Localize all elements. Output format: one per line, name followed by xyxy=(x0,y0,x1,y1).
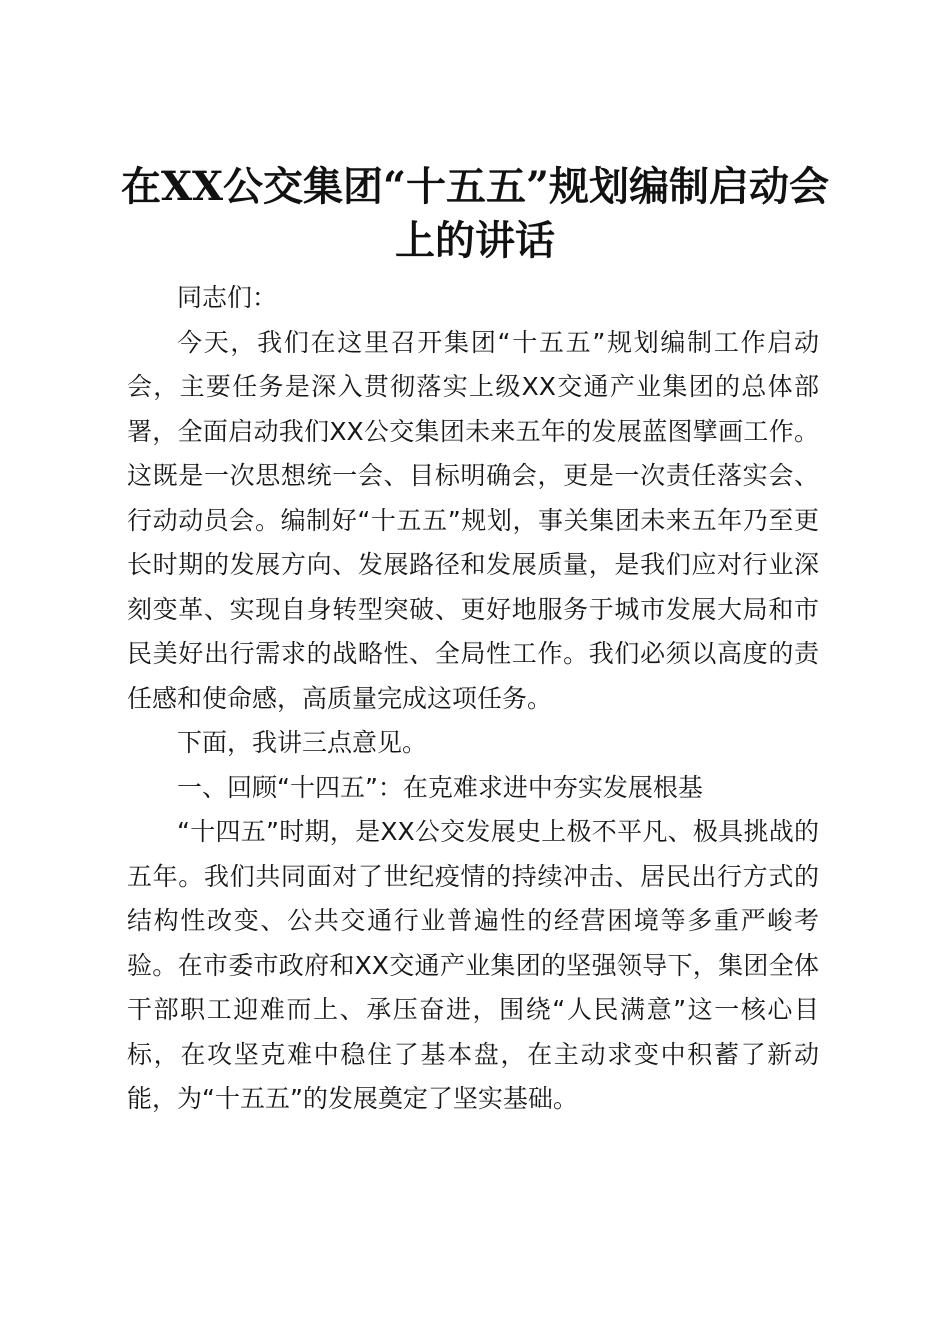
salutation-paragraph: 同志们： xyxy=(177,283,278,312)
section-heading: 一、回顾“十四五”：在克难求进中夯实发展根基 xyxy=(177,772,703,802)
body-paragraph: 今天，我们在这里召开集团“十五五”规划编制工作启动会，主要任务是深入贯彻落实上级XX交通产业集团的总体部署，全面启动我们XX公交集团未来五年的发展蓝图擘画工作。这既是一次思想统一会、目标明确会，更是一次责任落实会、行动动员会。编制好“十五五”规划，事关集团未来五年乃至更长时期的发展方向、发展路径和发展质量，是我们应对行业深刻变革、实现自身转型突破、更好地服务于城市发展大局和市民美好出行需求的战略性、全局性工作。我们必须以高度的责任感和使命感，高质量完成这项任务。 xyxy=(127,327,819,713)
body-paragraph: “十四五”时期，是XX公交发展史上极不平凡、极具挑战的五年。我们共同面对了世纪疫情的持续冲击、居民出行方式的结构性改变、公共交通行业普遍性的经营困境等多重严峻考验。在市委市政府和XX交通产业集团的坚强领导下，集团全体干部职工迎难而上、承压奋进，围绕“人民满意”这一核心目标，在攻坚克难中稳住了基本盘，在主动求变中积蓄了新动能，为“十五五”的发展奠定了坚实基础。 xyxy=(127,817,819,1113)
body-paragraph: 下面，我讲三点意见。 xyxy=(177,728,428,757)
document-body xyxy=(127,276,819,1122)
document-title: 在XX公交集团“十五五”规划编制启动会上的讲话 xyxy=(120,163,830,264)
